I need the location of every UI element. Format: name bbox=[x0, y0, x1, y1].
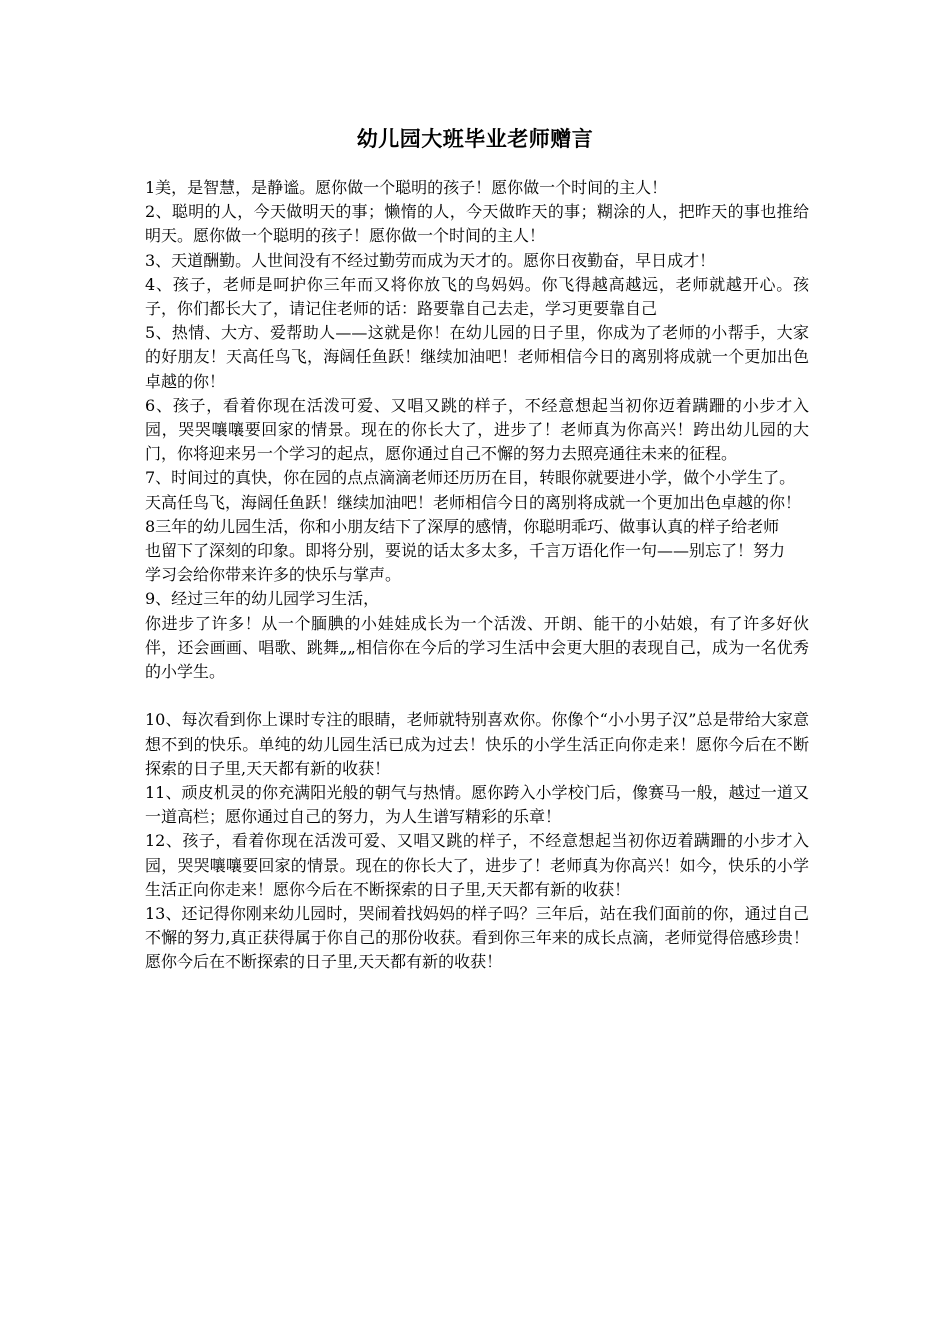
paragraph-3: 3、天道酬勤。人世间没有不经过勤劳而成为天才的。愿你日夜勤奋，早日成才！ bbox=[145, 250, 716, 270]
paragraph-5: 5、热情、大方、爱帮助人——这就是你！在幼儿园的日子里，你成为了老师的小帮手，大家的好朋友！天高任鸟飞，海阔任鱼跃！继续加油吧！老师相信今日的离别将成就一个更加出色卓越的你！ bbox=[145, 323, 809, 391]
paragraph-8-continued: 也留下了深刻的印象。即将分别，要说的话太多太多，千言万语化作一句——别忘了！努力 bbox=[145, 541, 786, 561]
paragraph-12: 12、孩子，看着你现在活泼可爱、又唱又跳的样子，不经意想起当初你迈着蹒跚的小步才入园，哭哭嚷嚷要回家的情景。现在的你长大了，进步了！老师真为你高兴！如今，快乐的小学生活正向你走来！愿你今后在不断探索的日子里,天天都有新的收获！ bbox=[145, 831, 809, 899]
document-title: 幼儿园大班毕业老师赠言 bbox=[356, 126, 594, 151]
paragraph-7: 7、时间过的真快，你在园的点点滴滴老师还历历在目，转眼你就要进小学，做个小学生了。 bbox=[145, 468, 796, 488]
paragraph-8-end: 学习会给你带来许多的快乐与掌声。 bbox=[145, 565, 402, 585]
paragraph-10: 10、每次看到你上课时专注的眼睛，老师就特别喜欢你。你像个“小小男子汉”总是带给大家意想不到的快乐。单纯的幼儿园生活已成为过去！快乐的小学生活正向你走来！愿你今后在不断探索的日子里,天天都有新的收获！ bbox=[145, 710, 809, 778]
paragraph-11: 11、顽皮机灵的你充满阳光般的朝气与热情。愿你跨入小学校门后，像赛马一般，越过一道又一道高栏；愿你通过自己的努力，为人生谱写精彩的乐章！ bbox=[145, 783, 809, 827]
document-body bbox=[145, 176, 809, 975]
paragraph-9: 9、经过三年的幼儿园学习生活， bbox=[145, 589, 380, 609]
paragraph-4: 4、孩子，老师是呵护你三年而又将你放飞的鸟妈妈。你飞得越高越远，老师就越开心。孩子，你们都长大了，请记住老师的话：路要靠自己去走，学习更要靠自己 bbox=[145, 274, 809, 319]
paragraph-2: 2、聪明的人，今天做明天的事；懒惰的人，今天做昨天的事；糊涂的人，把昨天的事也推给明天。愿你做一个聪明的孩子！愿你做一个时间的主人！ bbox=[145, 202, 809, 246]
paragraph-1: 1美，是智慧，是静谧。愿你做一个聪明的孩子！愿你做一个时间的主人！ bbox=[145, 178, 668, 197]
blank-line bbox=[145, 684, 809, 708]
paragraph-8: 8三年的幼儿园生活，你和小朋友结下了深厚的感情，你聪明乖巧、做事认真的样子给老师 bbox=[145, 516, 780, 536]
paragraph-6: 6、孩子，看着你现在活泼可爱、又唱又跳的样子，不经意想起当初你迈着蹒跚的小步才入园，哭哭嚷嚷要回家的情景。现在的你长大了，进步了！老师真为你高兴！跨出幼儿园的大门，你将迎来另一个学习的起点，愿你通过自己不懈的努力去照亮通往未来的征程。 bbox=[145, 395, 809, 464]
paragraph-13: 13、还记得你刚来幼儿园时，哭闹着找妈妈的样子吗？三年后，站在我们面前的你，通过自己不懈的努力,真正获得属于你自己的那份收获。看到你三年来的成长点滴，老师觉得倍感珍贵！愿你今后在不断探索的日子里,天天都有新的收获！ bbox=[145, 904, 809, 972]
paragraph-9-continued: 你进步了许多！从一个腼腆的小娃娃成长为一个活泼、开朗、能干的小姑娘，有了许多好伙伴，还会画画、唱歌、跳舞„„相信你在今后的学习生活中会更大胆的表现自己，成为一名优秀的小学生。 bbox=[145, 613, 809, 682]
paragraph-7-continued: 天高任鸟飞，海阔任鱼跃！继续加油吧！老师相信今日的离别将成就一个更加出色卓越的你！ bbox=[145, 492, 802, 512]
